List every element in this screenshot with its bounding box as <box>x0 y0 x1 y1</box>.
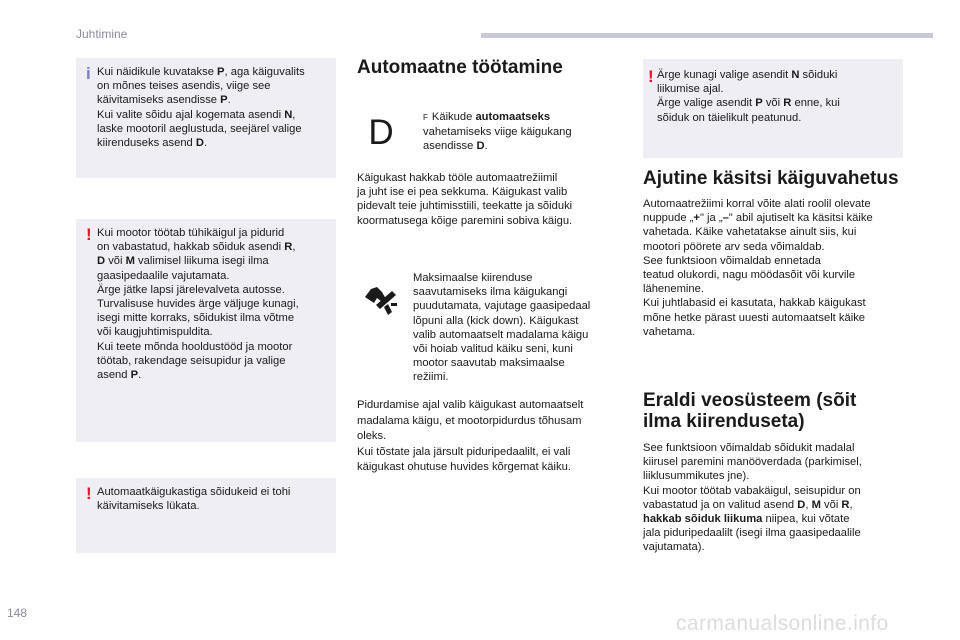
instruction-bullet: F Käikude automaatseks vahetamiseks viige käigukang asendisse D. <box>423 111 572 153</box>
running-head: Juhtimine <box>76 27 128 41</box>
warning-note-idle-creep <box>76 219 336 442</box>
watermark: carmanualsonline.info <box>676 612 889 635</box>
paragraph-braking: Pidurdamise ajal valib käigukast automaatselt madalama käigu, et mootorpidurdus tõhusam oleks. Kui tõstate jala järsult piduripedaalilt, ei vali käigukast ohutuse huvides kõrgemat käiku. <box>357 399 584 473</box>
foot-pedal-icon <box>362 283 402 319</box>
paragraph-kickdown: Maksimaalse kiirenduse saavutamiseks ilma käigukangi puudutamata, vajutage gaasipedaal lõpuni alla (kick down). Käigukast valib automaatselt madalama käigu või hoiab valitud käiku seni, kuni mootor saavutab maksimaalse režiimi. <box>413 272 591 384</box>
warning-note-push-start <box>76 478 336 553</box>
warning-icon: ! <box>648 67 654 86</box>
paragraph-manual-shift: Automaatrežiimi korral võite alati roolil olevate nuppude „+" ja „–" abil ajutiselt ka käsitsi käike vahetada. Käike vahetatakse ainult siis, kui mootori pöörete arv seda võimaldab. See funktsioon võimaldab ennetada teatud olukordi, nagu möödasõit või kurvile lähenemine. Kui juhtlabasid ei kasutata, hakkab käigukast mõne hetke pärast uuesti automaatselt käike vahetama. <box>643 198 873 338</box>
section-title-automatic: Automaatne töötamine <box>357 57 563 78</box>
note-text: Kui näidikule kuvatakse P, aga käiguvalits on mõnes teises asendis, viige see käivitamiseks asendisse P. Kui valite sõidu ajal kogemata asendi N, laske mootoril aeglustuda, seejärel valige kiirenduseks asend D. <box>97 66 305 150</box>
section-title-manual: Ajutine käsitsi käiguvahetus <box>643 168 899 189</box>
bullet-marker: F <box>423 113 428 122</box>
paragraph-automatic-mode: Käigukast hakkab tööle automaatrežiimil ja juht ise ei pea sekkuma. Käigukast valib pidevalt teie juhtimisstiili, teekatte ja sõiduki koormatusega kõige paremini sobiva käigu. <box>357 172 573 227</box>
info-icon: i <box>86 64 91 83</box>
note-text: Kui mootor töötab tühikäigul ja pidurid on vabastatud, hakkab sõiduk asendi R, D või M valimisel liikuma isegi ilma gaasipedaalile vajutamata. Ärge jätke lapsi järelevalveta autosse. Turvalisuse huvides ärge väljuge kunagi, isegi mitte korraks, sõidukist ilma võtme või kaugjuhtimispuldita. Kui teete mõnda hooldustööd ja mootor töötab, rakendage seisupidur ja valige asend P. <box>97 227 299 382</box>
gear-d-symbol: D <box>368 113 394 152</box>
note-text: Ärge kunagi valige asendit N sõiduki liikumise ajal. Ärge valige asendit P või R enne, kui sõiduk on täielikult peatunud. <box>657 69 840 124</box>
note-text: Automaatkäigukastiga sõidukeid ei tohi käivitamiseks lükata. <box>97 486 291 513</box>
paragraph-creep: See funktsioon võimaldab sõidukit madalal kiirusel paremini manööverdada (parkimisel, liiklusummikutes jne). Kui mootor töötab vabakäigul, seisupidur on vabastatud ja on valitud asend D, M või R, hakkab sõiduk liikuma niipea, kui võtate jala piduripedaalilt (isegi ilma gaasipedaalile vajutamata). <box>643 442 862 554</box>
page-number: 148 <box>7 606 28 620</box>
header-bar <box>481 33 933 38</box>
warning-icon: ! <box>86 484 92 503</box>
warning-icon: ! <box>86 225 92 244</box>
info-note-gear-selector <box>76 58 336 178</box>
warning-note-neutral <box>643 59 903 158</box>
section-title-creep: Eraldi veosüsteem (sõit ilma kiirenduseta) <box>643 390 857 432</box>
